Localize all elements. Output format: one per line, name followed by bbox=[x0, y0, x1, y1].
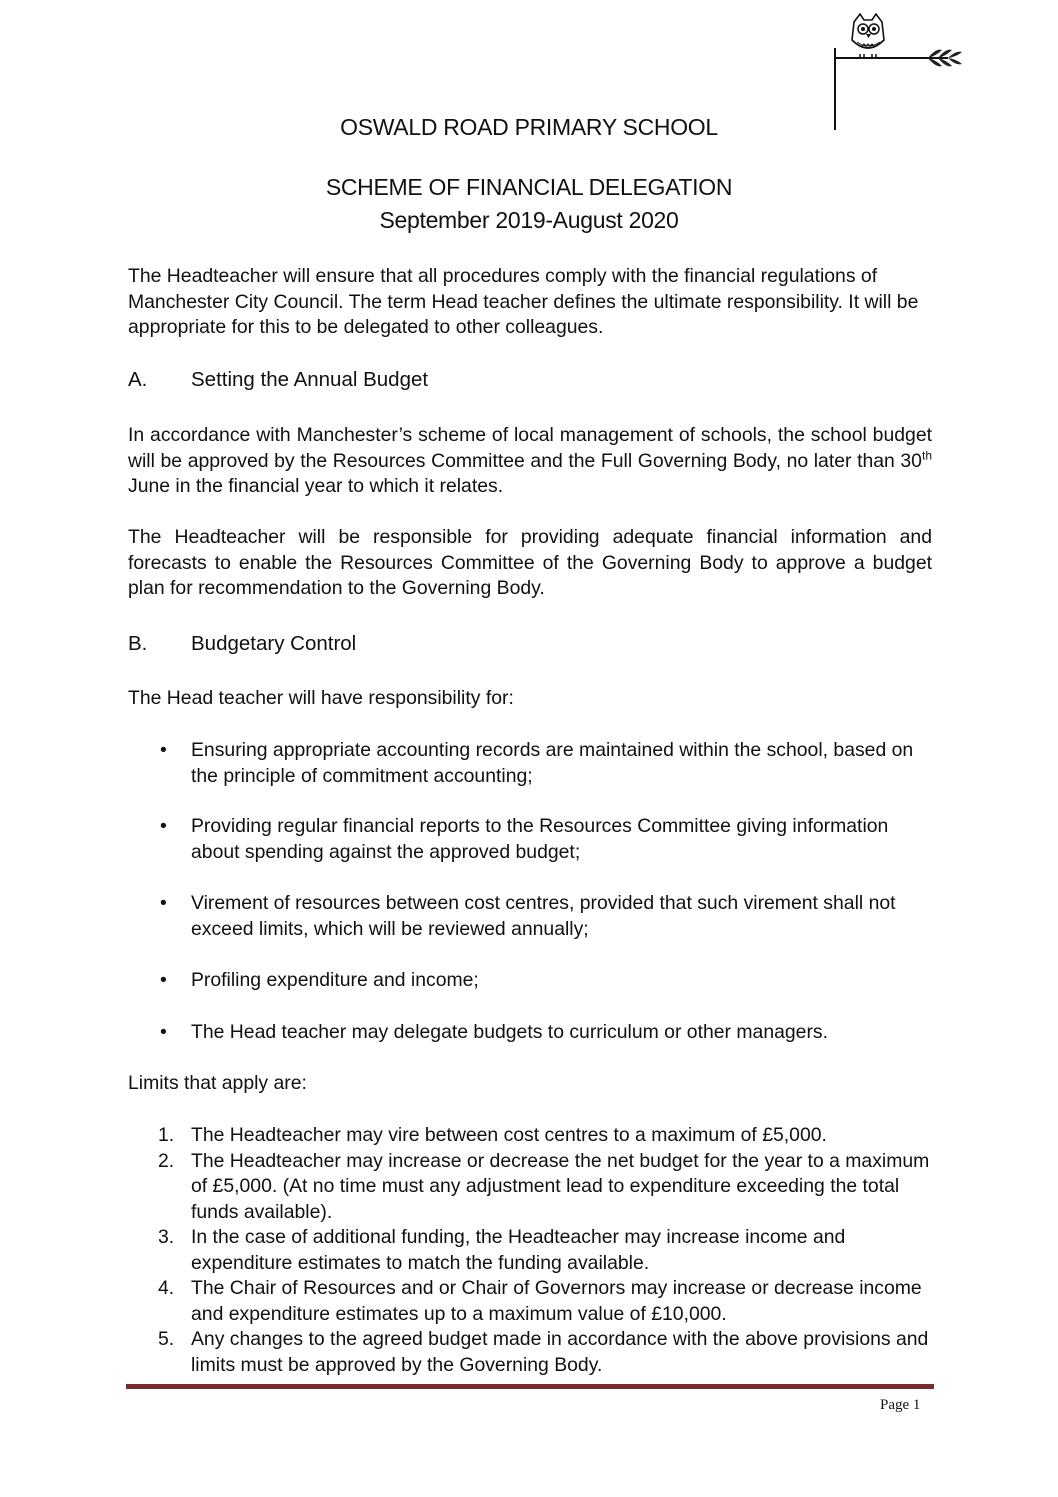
document-period: September 2019-August 2020 bbox=[379, 207, 679, 233]
limits-lead: Limits that apply are: bbox=[128, 1072, 307, 1094]
limit-item bbox=[128, 1327, 938, 1378]
section-a-paragraph-2: The Headteacher will be responsible for providing adequate financial information and forecasts to enable the Resources Committee of the Governing Body to approve a budget plan for recommendation to the Governing Body. bbox=[128, 526, 932, 599]
limit-number: 3. bbox=[158, 1226, 175, 1248]
limits-list bbox=[128, 1123, 938, 1378]
bullet-icon: • bbox=[160, 815, 167, 837]
bullet-icon: • bbox=[160, 969, 167, 991]
limit-number: 5. bbox=[158, 1328, 175, 1350]
list-item-text: Ensuring appropriate accounting records are maintained within the school, based on the principle of commitment accounting; bbox=[191, 739, 914, 787]
owl-icon bbox=[852, 14, 884, 58]
school-name: OSWALD ROAD PRIMARY SCHOOL bbox=[340, 114, 718, 140]
para-text-after: June in the financial year to which it relates. bbox=[128, 475, 504, 497]
bullet-icon: • bbox=[160, 739, 167, 761]
document-title: SCHEME OF FINANCIAL DELEGATION bbox=[325, 174, 733, 200]
ordinal-suffix: th bbox=[921, 448, 932, 463]
section-b-title: Budgetary Control bbox=[191, 632, 357, 655]
section-a-letter: A. bbox=[128, 368, 148, 391]
bullet-icon: • bbox=[160, 892, 167, 914]
list-item-text: Profiling expenditure and income; bbox=[191, 969, 479, 991]
limit-item bbox=[128, 1123, 938, 1149]
page-number: Page 1 bbox=[880, 1397, 921, 1413]
bullet-icon: • bbox=[160, 1021, 167, 1043]
limit-number: 4. bbox=[158, 1277, 175, 1299]
intro-paragraph: The Headteacher will ensure that all procedures comply with the financial regulations of Manchester City Council. The term Head teacher defines the ultimate responsibility. It will be appropriate for this to be delegated to other colleagues. bbox=[128, 265, 919, 338]
limit-text: The Chair of Resources and or Chair of Governors may increase or decrease income and expenditure estimates up to a maximum value of £10,000. bbox=[191, 1277, 922, 1325]
section-b-letter: B. bbox=[128, 632, 148, 655]
limit-number: 1. bbox=[158, 1124, 175, 1146]
limit-number: 2. bbox=[158, 1149, 175, 1172]
limit-text: The Headteacher may increase or decrease the net budget for the year to a maximum of £5,000. (At no time must any adjustment lead to expenditure exceeding the total funds available). bbox=[191, 1149, 930, 1223]
footer-divider bbox=[126, 1384, 934, 1389]
para-text-before: In accordance with Manchester’s scheme of local management of schools, the school budget will be approved by the Resources Committee and the Full Governing Body, no later than 30 bbox=[128, 424, 932, 472]
limit-text: Any changes to the agreed budget made in accordance with the above provisions and limits must be approved by the Governing Body. bbox=[191, 1328, 929, 1376]
limit-item bbox=[128, 1276, 938, 1327]
section-b-lead: The Head teacher will have responsibility for: bbox=[128, 687, 514, 709]
limit-text: The Headteacher may vire between cost centres to a maximum of £5,000. bbox=[191, 1124, 827, 1146]
limit-text: In the case of additional funding, the Headteacher may increase income and expenditure estimates to match the funding available. bbox=[191, 1226, 846, 1274]
list-item-text: Providing regular financial reports to the Resources Committee giving information about spending against the approved budget; bbox=[191, 815, 889, 863]
section-a-title: Setting the Annual Budget bbox=[191, 368, 429, 391]
list-item-text: Virement of resources between cost centres, provided that such virement shall not exceed limits, which will be reviewed annually; bbox=[191, 892, 896, 940]
limit-item bbox=[128, 1225, 938, 1276]
section-a-paragraph-1 bbox=[128, 423, 932, 500]
limit-item bbox=[128, 1149, 938, 1226]
list-item-text: The Head teacher may delegate budgets to curriculum or other managers. bbox=[191, 1021, 829, 1043]
